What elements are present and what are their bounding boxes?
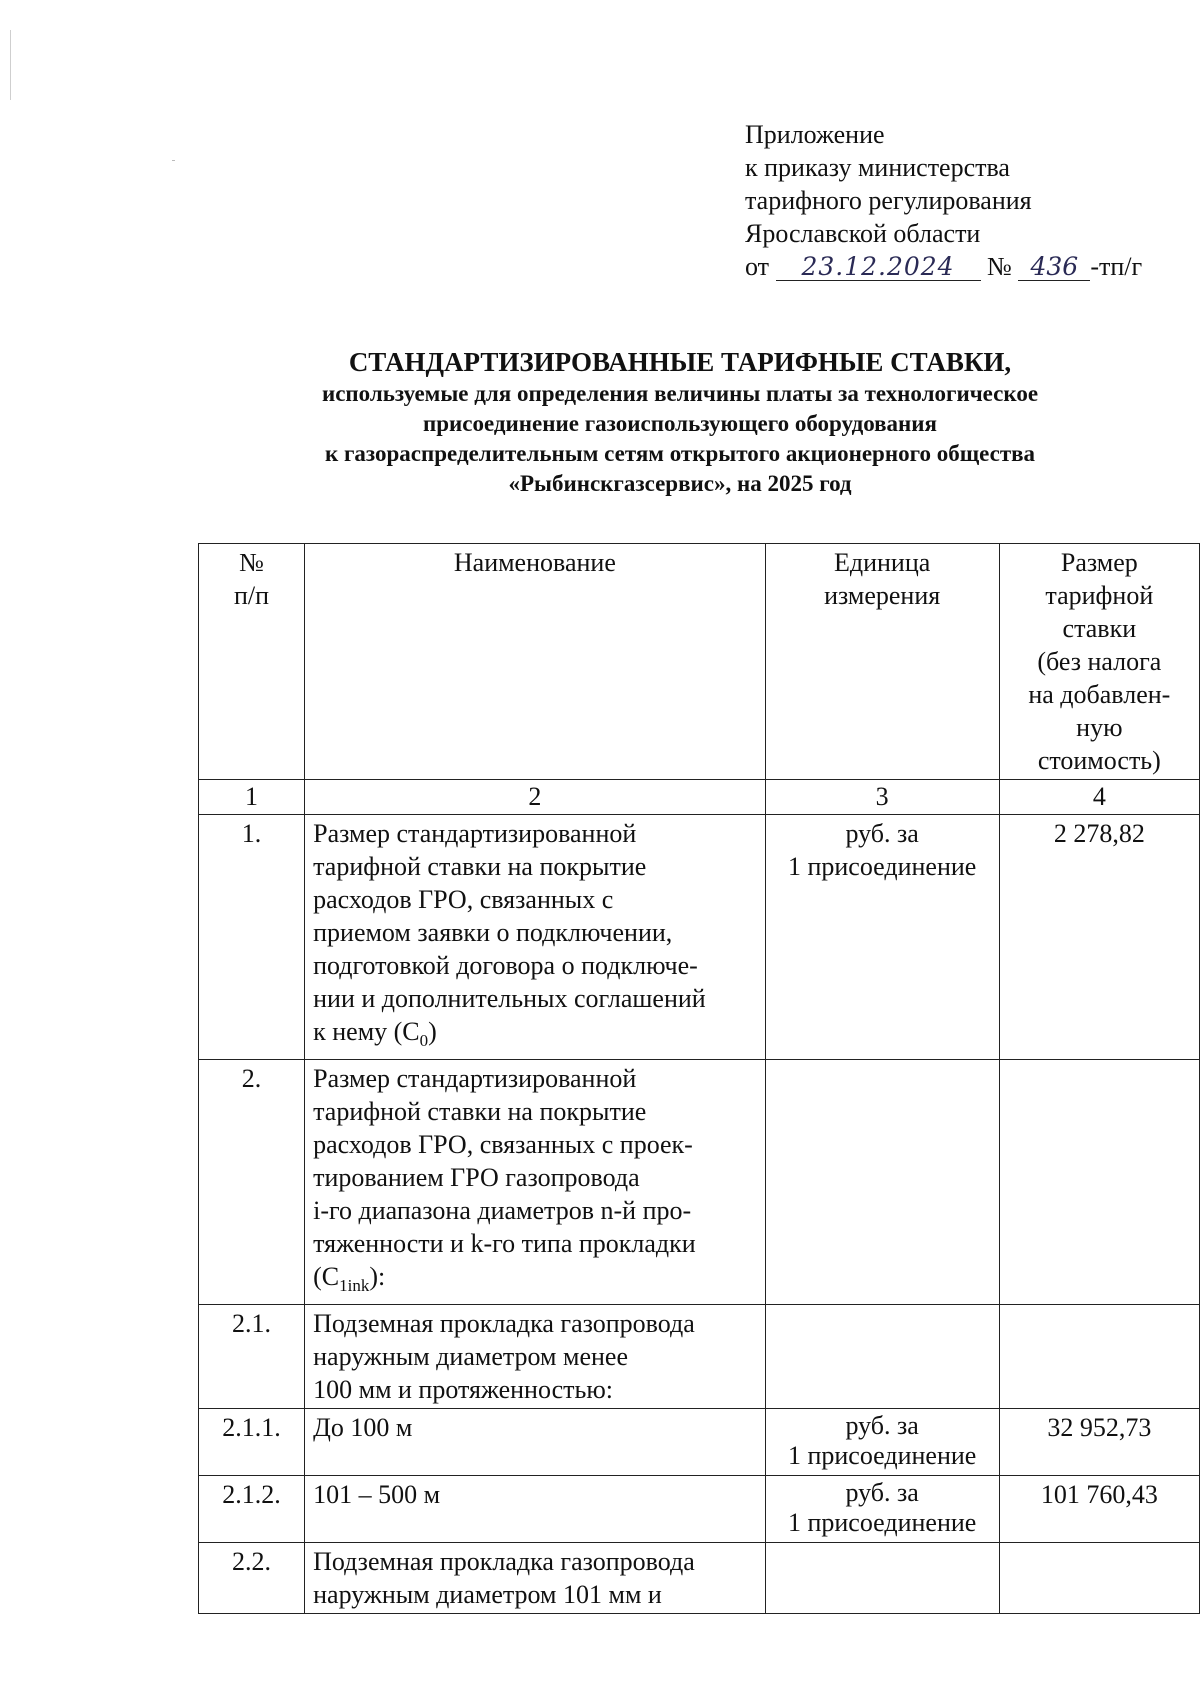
table-row	[199, 1409, 1200, 1476]
row-unit	[765, 1060, 999, 1305]
title-sub-line: к газораспределительным сетям открытого акционерного общества	[324, 441, 1036, 466]
from-label: от	[745, 252, 770, 281]
appendix-line: тарифного регулирования	[745, 186, 1032, 215]
row-unit	[765, 1543, 999, 1614]
row-number: 2.1.	[199, 1305, 305, 1409]
number-label: №	[987, 252, 1012, 281]
table-row	[199, 1060, 1200, 1305]
title-sub-line: присоединение газоиспользующего оборудования	[423, 411, 937, 436]
row-rate	[999, 1060, 1199, 1305]
row-name	[305, 1060, 766, 1305]
row-unit: руб. за 1 присоединение	[765, 1409, 999, 1476]
column-index: 3	[765, 780, 999, 815]
row-rate	[999, 1543, 1199, 1614]
appendix-line: Приложение	[745, 120, 885, 149]
handwritten-number: 436	[1018, 254, 1090, 281]
row-unit: руб. за 1 присоединение	[765, 1476, 999, 1543]
header-rate: Размер тарифной ставки (без налога на добавлен- ную стоимость)	[999, 544, 1199, 780]
row-rate: 32 952,73	[999, 1409, 1199, 1476]
row-name: Подземная прокладка газопровода наружным диаметром 101 мм и	[305, 1543, 766, 1614]
row-rate	[999, 1305, 1199, 1409]
row-unit	[765, 1305, 999, 1409]
row-name-text: Размер стандартизированной тарифной ставки на покрытие расходов ГРО, связанных с приемом заявки о подключении, подготовкой договора о подключе- нии и дополнительных соглашений к нему (С	[313, 819, 706, 1046]
row-name-tail: ):	[369, 1262, 386, 1292]
title-sub-line: «Рыбинскгазсервис», на 2025 год	[508, 471, 852, 496]
header-num: № п/п	[199, 544, 305, 780]
number-suffix: -тп/г	[1090, 252, 1143, 281]
table-row	[199, 1476, 1200, 1543]
header-name: Наименование	[305, 544, 766, 780]
table-header-row	[199, 544, 1200, 780]
row-name: Подземная прокладка газопровода наружным диаметром менее 100 мм и протяженностью:	[305, 1305, 766, 1409]
row-number: 2.	[199, 1060, 305, 1305]
table-row	[199, 1543, 1200, 1614]
row-unit: руб. за 1 присоединение	[765, 815, 999, 1060]
row-rate: 101 760,43	[999, 1476, 1199, 1543]
title-sub-line: используемые для определения величины платы за технологическое	[321, 381, 1039, 406]
scan-edge-mark	[10, 30, 11, 100]
row-rate: 2 278,82	[999, 815, 1199, 1060]
appendix-line: Ярославской области	[745, 219, 981, 248]
column-index: 2	[305, 780, 766, 815]
row-number: 2.1.2.	[199, 1476, 305, 1543]
appendix-block	[745, 118, 1142, 283]
title-main: СТАНДАРТИЗИРОВАННЫЕ ТАРИФНЫЕ СТАВКИ,	[348, 347, 1012, 377]
document-title	[200, 345, 1160, 499]
row-number: 1.	[199, 815, 305, 1060]
handwritten-date: 23.12.2024	[776, 254, 981, 281]
row-name-subscript: 1ink	[339, 1276, 370, 1296]
row-name: 101 – 500 м	[305, 1476, 766, 1543]
order-reference	[745, 250, 1142, 283]
row-name-tail: )	[428, 1017, 437, 1046]
row-number: 2.1.1.	[199, 1409, 305, 1476]
row-number: 2.2.	[199, 1543, 305, 1614]
row-name: До 100 м	[305, 1409, 766, 1476]
row-name-text: Размер стандартизированной тарифной ставки на покрытие расходов ГРО, связанных с проек- тированием ГРО газопровода i-го диапазона диаметров n-й про- тяженности и k-го типа прокладки (С	[313, 1064, 696, 1292]
table-row	[199, 1305, 1200, 1409]
tariff-table	[198, 543, 1200, 1614]
header-unit: Единица измерения	[765, 544, 999, 780]
scan-speck	[172, 160, 175, 161]
column-index-row	[199, 780, 1200, 815]
row-name	[305, 815, 766, 1060]
column-index: 4	[999, 780, 1199, 815]
table-row	[199, 815, 1200, 1060]
appendix-line: к приказу министерства	[745, 153, 1010, 182]
column-index: 1	[199, 780, 305, 815]
row-name-subscript: 0	[419, 1031, 429, 1051]
